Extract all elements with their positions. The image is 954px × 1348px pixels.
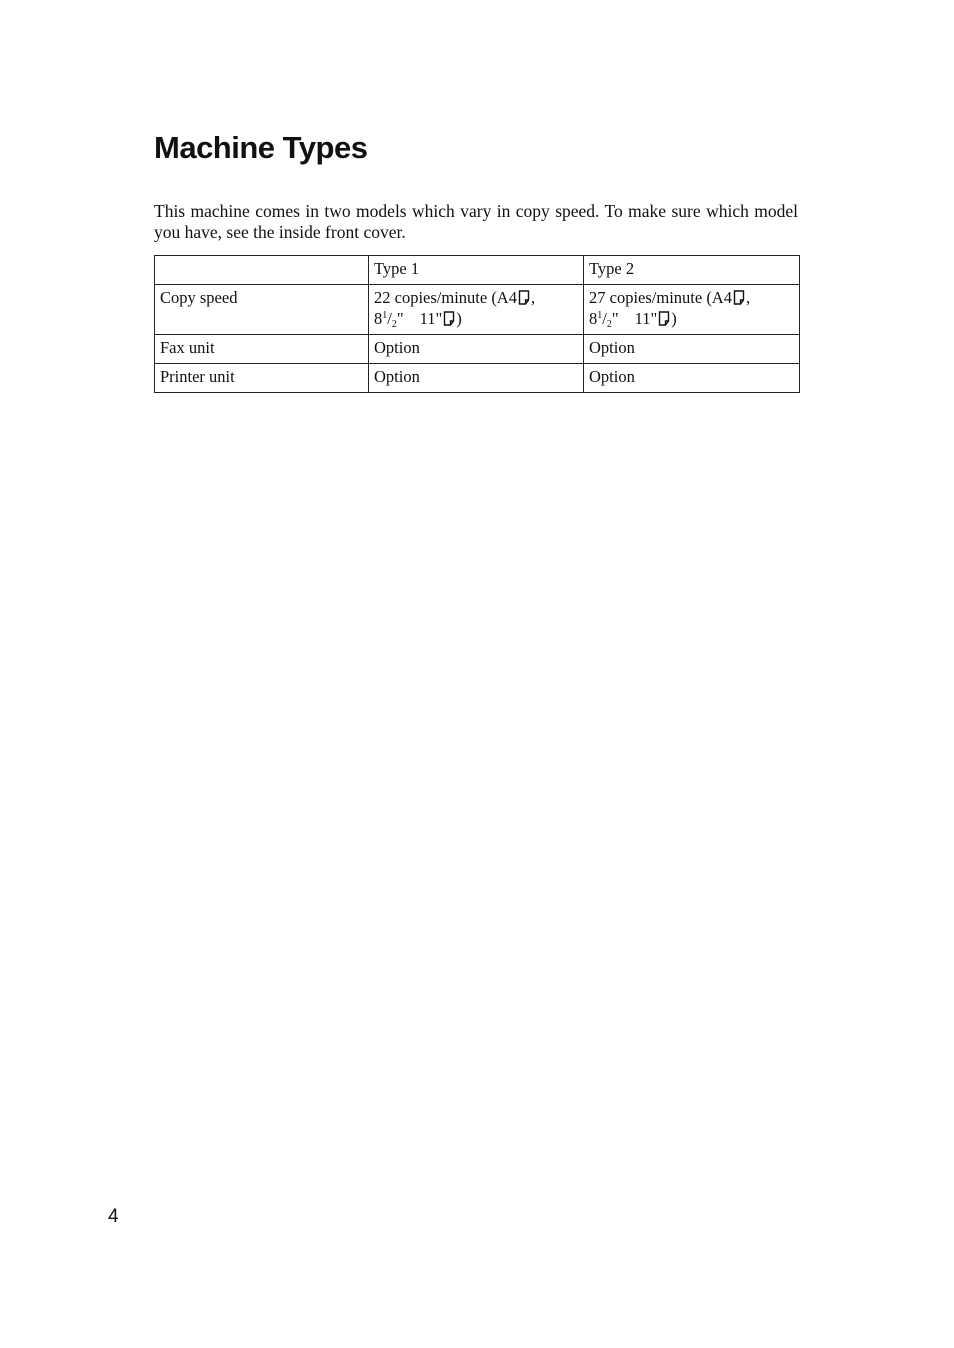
portrait-paper-icon — [518, 290, 530, 305]
fax-unit-type-2: Option — [584, 335, 800, 364]
copy-speed-type-2: 27 copies/minute (A4 , $8^1/_2$" 11" ) — [584, 285, 800, 335]
page-number: 4 — [108, 1206, 119, 1227]
portrait-paper-icon — [733, 290, 745, 305]
table-header-row — [155, 256, 800, 285]
page-title: Machine Types — [154, 130, 368, 165]
table-row-printer-unit — [155, 364, 800, 393]
copy-speed-text: 27 copies/minute (A4 — [589, 288, 732, 307]
row-label: Printer unit — [155, 364, 369, 393]
header-type-1: Type 1 — [369, 256, 584, 285]
portrait-paper-icon — [658, 311, 670, 326]
machine-types-table — [154, 255, 800, 393]
table-row-copy-speed — [155, 285, 800, 335]
header-empty-cell — [155, 256, 369, 285]
copy-speed-text: 22 copies/minute (A4 — [374, 288, 517, 307]
intro-paragraph: This machine comes in two models which vary in copy speed. To make sure which model you have, see the inside front cover. — [154, 201, 798, 242]
row-label: Fax unit — [155, 335, 369, 364]
printer-unit-type-2: Option — [584, 364, 800, 393]
row-label: Copy speed — [155, 285, 369, 335]
header-type-2: Type 2 — [584, 256, 800, 285]
copy-speed-type-1: 22 copies/minute (A4 , $8^1/_2$" 11" ) — [369, 285, 584, 335]
fax-unit-type-1: Option — [369, 335, 584, 364]
printer-unit-type-1: Option — [369, 364, 584, 393]
portrait-paper-icon — [443, 311, 455, 326]
table-row-fax-unit — [155, 335, 800, 364]
